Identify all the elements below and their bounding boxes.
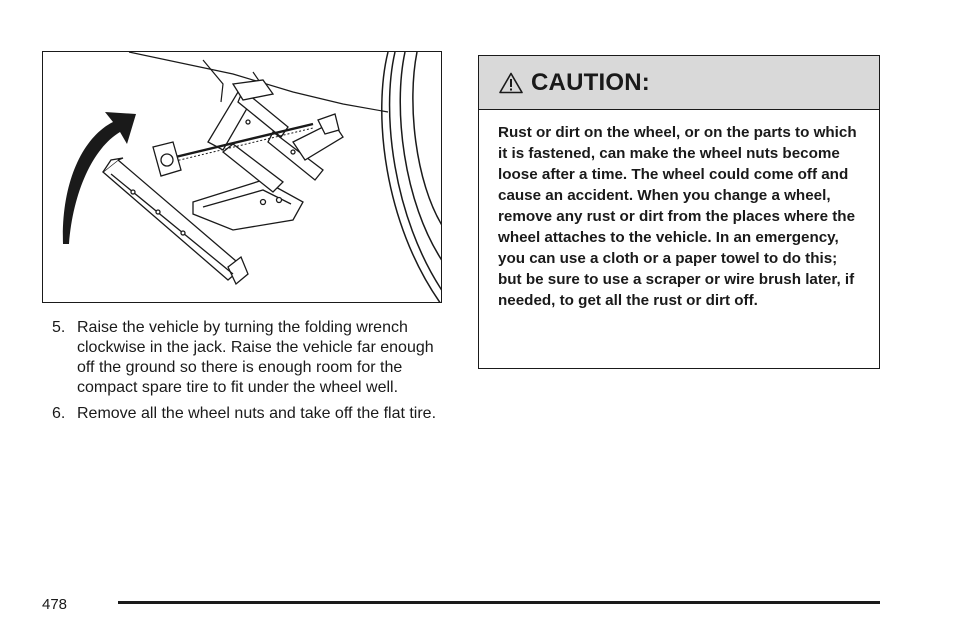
caution-box (478, 55, 880, 369)
step-item (52, 404, 442, 424)
step-text: Raise the vehicle by turning the folding wrench clockwise in the jack. Raise the vehicle far enough off the ground so there is enough room for the compact spare tire to fit under the wheel well. (77, 319, 434, 396)
warning-triangle-icon (499, 72, 523, 94)
step-number: 5. (52, 319, 66, 336)
step-item (52, 318, 442, 398)
tire-icon (382, 52, 442, 303)
step-number: 6. (52, 405, 66, 422)
caution-title: CAUTION: (531, 68, 650, 96)
caution-text: Rust or dirt on the wheel, or on the parts to which it is fastened, can make the wheel nuts become loose after a time. The wheel could come off and cause an accident. When you change a wheel, remove any rust or dirt from the places where the wheel attaches to the vehicle. In an emergency, you can use a cloth or a paper towel to do this; but be sure to use a scraper or wire brush later, if needed, to get all the rust or dirt off. (498, 124, 857, 309)
step-text: Remove all the wheel nuts and take off the flat tire. (77, 405, 437, 422)
scissor-jack-icon (153, 80, 343, 230)
instruction-steps (52, 318, 442, 430)
page-number: 478 (42, 596, 68, 613)
jack-illustration (42, 51, 442, 303)
caution-header (479, 56, 879, 110)
jack-drawing (43, 52, 442, 303)
footer-rule (118, 601, 880, 604)
